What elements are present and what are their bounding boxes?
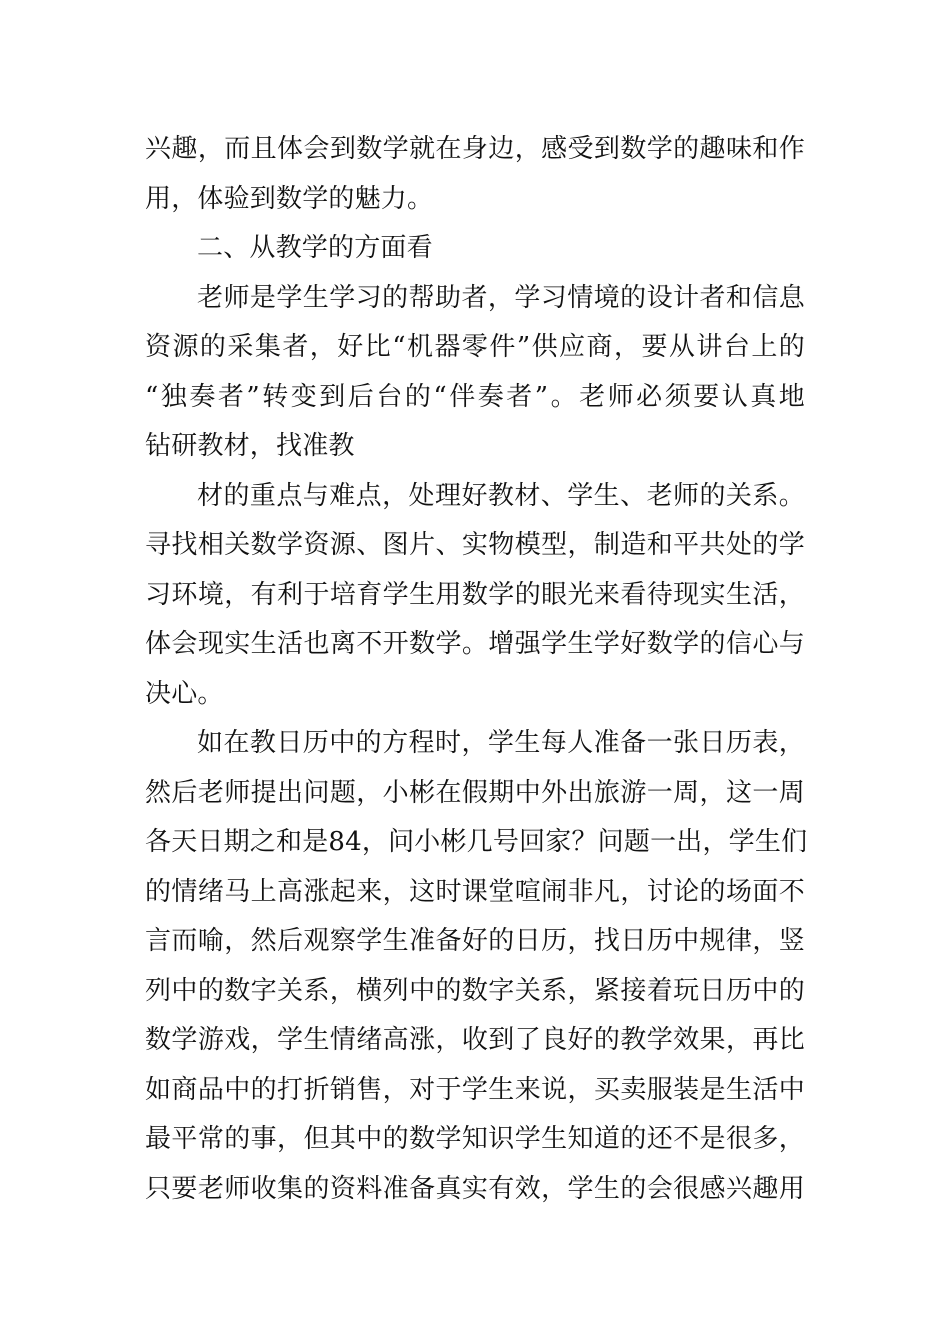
text-line: 习环境，有利于培育学生用数学的眼光来看待现实生活， <box>145 579 805 610</box>
text-line: 决心。 <box>145 678 224 709</box>
text-line: “独奏者”转变到后台的“伴奏者”。老师必须要认真地 <box>145 381 805 412</box>
text-line: 老师是学生学习的帮助者，学习情境的设计者和信息 <box>197 282 805 313</box>
text-line: 各天日期之和是84，问小彬几号回家？问题一出，学生们 <box>145 827 808 857</box>
text-line: 只要老师收集的资料准备真实有效，学生的会很感兴趣用 <box>145 1173 805 1204</box>
text-line: 数学游戏，学生情绪高涨，收到了良好的教学效果，再比 <box>145 1025 805 1055</box>
text-line: 用，体验到数学的魅力。 <box>145 183 434 214</box>
text-line: 言而喻，然后观察学生准备好的日历，找日历中规律，竖 <box>145 926 805 956</box>
text-line: 钻研教材，找准教 <box>145 431 355 461</box>
text-line: 体会现实生活也离不开数学。增强学生学好数学的信心与 <box>145 629 805 659</box>
document-body <box>145 125 808 1214</box>
text-line: 然后老师提出问题，小彬在假期中外出旅游一周，这一周 <box>145 777 805 808</box>
text-line: 寻找相关数学资源、图片、实物模型，制造和平共处的学 <box>145 530 805 560</box>
text-line: 如在教日历中的方程时，学生每人准备一张日历表， <box>197 728 805 758</box>
text-line: 材的重点与难点，处理好教材、学生、老师的关系。 <box>197 480 805 511</box>
text-line: 资源的采集者，好比“机器零件”供应商，要从讲台上的 <box>145 332 805 362</box>
text-line: 最平常的事，但其中的数学知识学生知道的还不是很多， <box>145 1124 805 1154</box>
text-line: 二、从教学的方面看 <box>197 233 433 263</box>
text-line: 兴趣，而且体会到数学就在身边，感受到数学的趣味和作 <box>145 134 805 164</box>
text-line: 的情绪马上高涨起来，这时课堂喧闹非凡，讨论的场面不 <box>145 876 805 907</box>
text-line: 如商品中的打折销售，对于学生来说，买卖服装是生活中 <box>145 1074 805 1105</box>
text-line: 列中的数字关系，横列中的数字关系，紧接着玩日历中的 <box>145 975 805 1006</box>
